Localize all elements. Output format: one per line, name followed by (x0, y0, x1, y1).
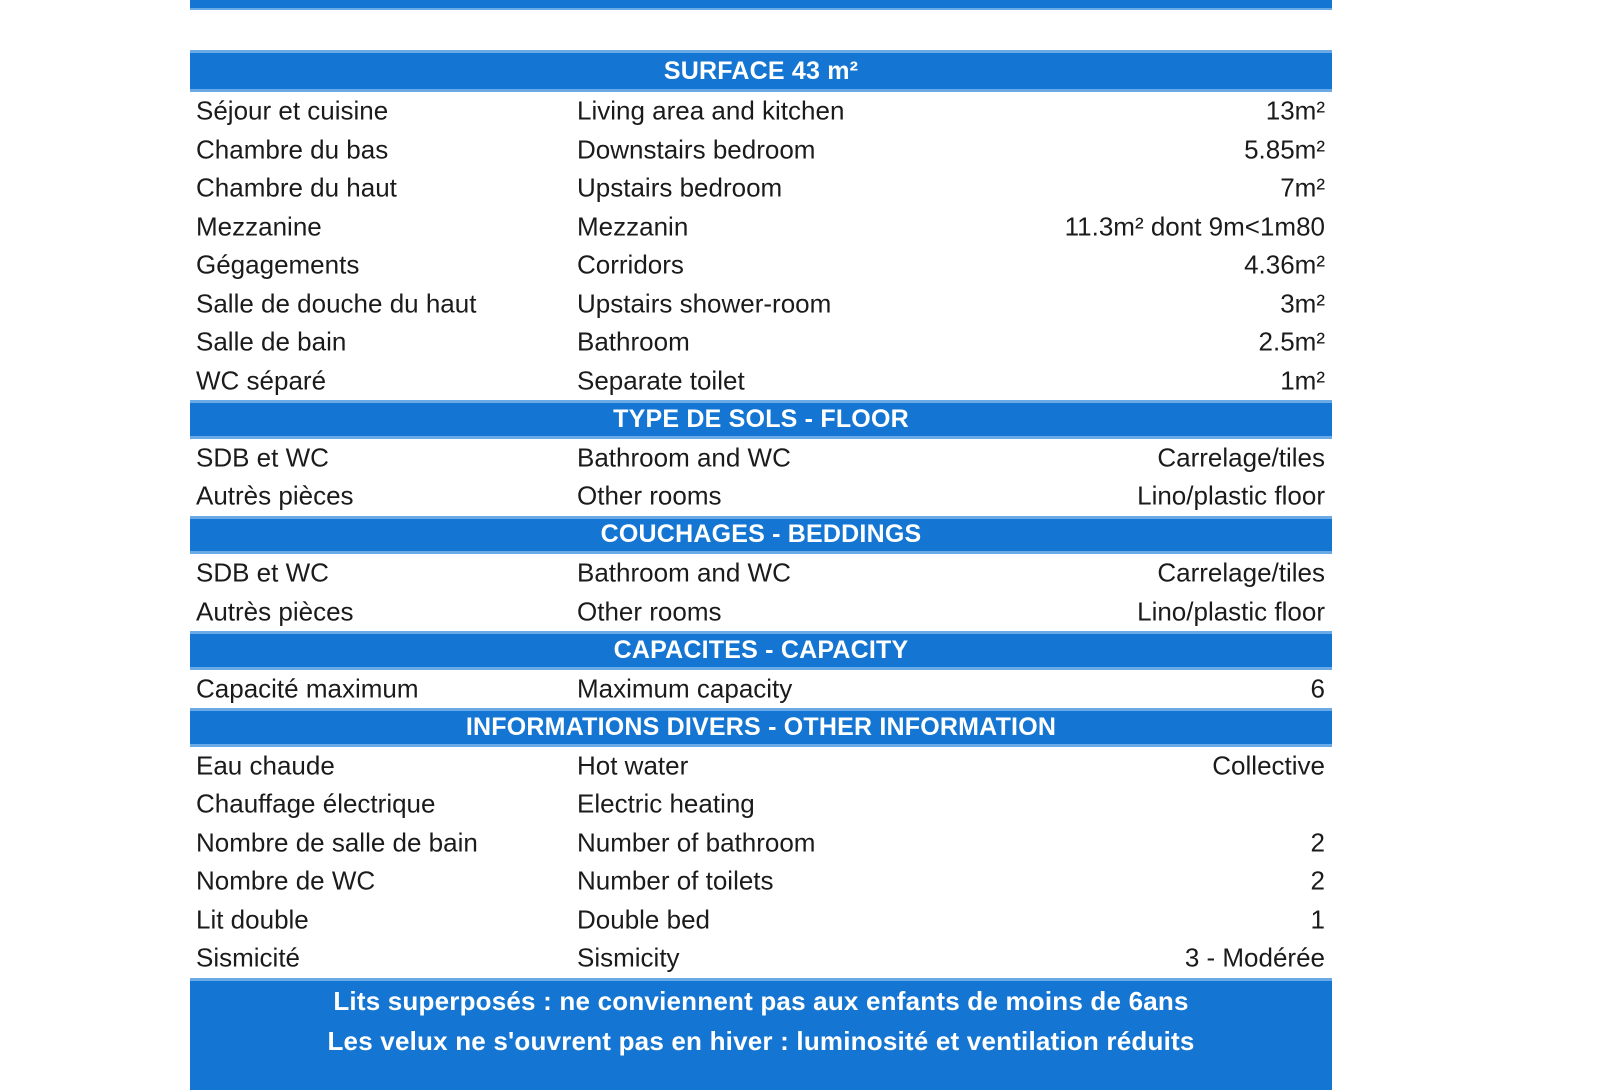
label-fr: Séjour et cuisine (196, 95, 389, 126)
table-row (190, 824, 1332, 863)
label-en: Downstairs bedroom (577, 134, 816, 165)
table-row (190, 323, 1332, 362)
section-header-beddings (190, 516, 1332, 555)
row-value: 11.3m² dont 9m<1m80 (1064, 211, 1325, 242)
label-fr: Salle de douche du haut (196, 288, 477, 319)
row-value: 2 (1310, 827, 1325, 858)
label-en: Maximum capacity (577, 673, 793, 704)
row-value: Collective (1212, 750, 1325, 781)
section-title: COUCHAGES - BEDDINGS (600, 520, 922, 549)
section-title: CAPACITES - CAPACITY (613, 635, 909, 664)
label-fr: Autrès pièces (196, 596, 354, 627)
row-value: Carrelage/tiles (1157, 557, 1325, 588)
footer-note-line: Les velux ne s'ouvrent pas en hiver : luminosité et ventilation réduits (327, 1025, 1195, 1056)
label-en: Mezzanin (577, 211, 689, 242)
table-row (190, 362, 1332, 401)
table-row (190, 593, 1332, 632)
table-row (190, 477, 1332, 516)
footer-notes-banner (190, 978, 1332, 1090)
section-title: INFORMATIONS DIVERS - OTHER INFORMATION (465, 712, 1057, 741)
label-en: Bathroom and WC (577, 442, 791, 473)
section-title: SURFACE 43 m² (663, 56, 859, 85)
label-en: Number of toilets (577, 865, 774, 896)
label-en: Upstairs bedroom (577, 172, 783, 203)
label-fr: Sismicité (196, 942, 301, 973)
row-value: 2.5m² (1258, 326, 1325, 357)
label-fr: Chambre du haut (196, 172, 397, 203)
table-row (190, 169, 1332, 208)
table-row (190, 785, 1332, 824)
property-info-table (190, 0, 1332, 1090)
table-row (190, 901, 1332, 940)
row-value: 2 (1310, 865, 1325, 896)
row-value: 3 - Modérée (1184, 942, 1325, 973)
label-fr: Chauffage électrique (196, 788, 436, 819)
label-fr: WC séparé (196, 365, 327, 396)
table-row (190, 747, 1332, 786)
label-en: Double bed (577, 904, 710, 935)
row-value: 1 (1310, 904, 1325, 935)
footer-note-line: Lits superposés : ne conviennent pas aux enfants de moins de 6ans (333, 985, 1189, 1016)
label-en: Hot water (577, 750, 689, 781)
label-fr: Autrès pièces (196, 480, 354, 511)
label-en: Living area and kitchen (577, 95, 845, 126)
label-en: Upstairs shower-room (577, 288, 832, 319)
section-header-floor (190, 400, 1332, 439)
table-row (190, 862, 1332, 901)
row-value: 5.85m² (1244, 134, 1325, 165)
label-fr: Nombre de WC (196, 865, 376, 896)
label-fr: SDB et WC (196, 442, 329, 473)
row-value: 4.36m² (1244, 249, 1325, 280)
label-fr: Lit double (196, 904, 309, 935)
cropped-previous-section-bar (190, 0, 1332, 10)
table-row (190, 131, 1332, 170)
label-fr: Nombre de salle de bain (196, 827, 478, 858)
label-fr: Chambre du bas (196, 134, 389, 165)
row-value: Carrelage/tiles (1157, 442, 1325, 473)
section-header-surface (190, 50, 1332, 92)
row-value: 7m² (1280, 172, 1325, 203)
table-row (190, 92, 1332, 131)
table-row (190, 670, 1332, 709)
table-row (190, 439, 1332, 478)
row-value: 3m² (1280, 288, 1325, 319)
row-value: 1m² (1280, 365, 1325, 396)
label-fr: SDB et WC (196, 557, 329, 588)
table-row (190, 208, 1332, 247)
label-en: Sismicity (577, 942, 680, 973)
row-value: 13m² (1265, 95, 1325, 126)
label-en: Number of bathroom (577, 827, 816, 858)
label-en: Separate toilet (577, 365, 745, 396)
label-en: Bathroom (577, 326, 690, 357)
table-row (190, 246, 1332, 285)
label-en: Bathroom and WC (577, 557, 791, 588)
label-fr: Eau chaude (196, 750, 335, 781)
label-fr: Gégagements (196, 249, 360, 280)
label-fr: Mezzanine (196, 211, 322, 242)
row-value: 6 (1310, 673, 1325, 704)
label-en: Other rooms (577, 480, 722, 511)
section-header-capacity (190, 631, 1332, 670)
row-value: Lino/plastic floor (1137, 596, 1325, 627)
table-row (190, 285, 1332, 324)
label-en: Other rooms (577, 596, 722, 627)
label-fr: Salle de bain (196, 326, 347, 357)
table-row (190, 554, 1332, 593)
section-header-other-info (190, 708, 1332, 747)
section-title: TYPE DE SOLS - FLOOR (613, 404, 909, 433)
label-fr: Capacité maximum (196, 673, 419, 704)
row-value: Lino/plastic floor (1137, 480, 1325, 511)
label-en: Corridors (577, 249, 684, 280)
table-row (190, 939, 1332, 978)
label-en: Electric heating (577, 788, 755, 819)
